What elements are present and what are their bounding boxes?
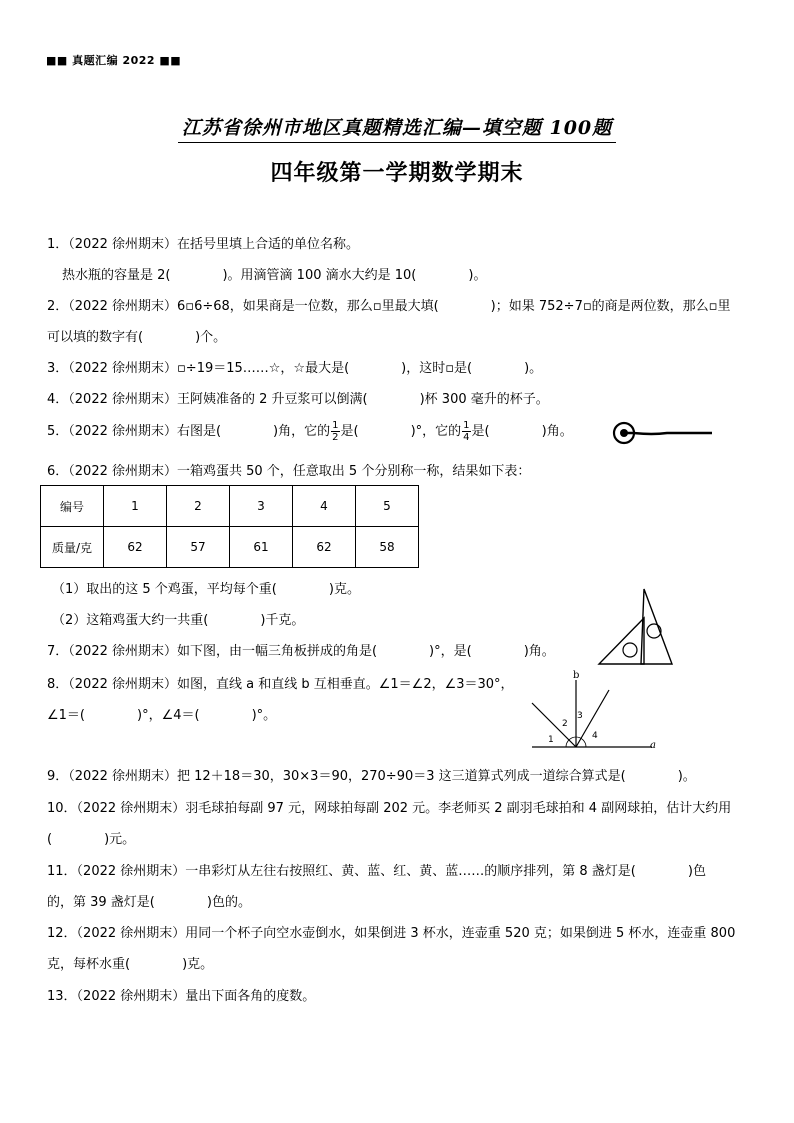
question-5 bbox=[47, 420, 573, 443]
table-cell: 3 bbox=[230, 486, 293, 527]
question-11: 11．（2022 徐州期末）一串彩灯从左往右按照红、黄、蓝、红、黄、蓝……的顺序排列，第 8 盏灯是( )色 bbox=[47, 864, 706, 879]
question-2: 2．（2022 徐州期末）6▫6÷68，如果商是一位数，那么▫里最大填( )；如果 752÷7▫的商是两位数，那么▫里 bbox=[47, 299, 731, 314]
fraction-quarter bbox=[462, 420, 470, 443]
question-12: 12．（2022 徐州期末）用同一个杯子向空水壶倒水，如果倒进 3 杯水，连壶重 520 克；如果倒进 5 杯水，连壶重 800 bbox=[47, 926, 736, 941]
document-subtitle: 四年级第一学期数学期末 bbox=[270, 160, 524, 186]
question-5-part-2: 是( )°，它的 bbox=[340, 424, 462, 439]
label-angle-2: 2 bbox=[562, 719, 568, 729]
question-4: 4．（2022 徐州期末）王阿姨准备的 2 升豆浆可以倒满( )杯 300 毫升的杯子。 bbox=[47, 392, 549, 407]
label-a: a bbox=[650, 740, 656, 750]
question-10-line-2: ( )元。 bbox=[47, 832, 136, 847]
egg-weight-table bbox=[40, 485, 419, 568]
question-9: 9．（2022 徐州期末）把 12＋18＝30，30×3＝90，270÷90＝3 这三道算式列成一道综合算式是( )。 bbox=[47, 769, 696, 784]
question-11-line-2: 的，第 39 盏灯是( )色的。 bbox=[47, 895, 251, 910]
document-title-text: 江苏省徐州市地区真题精选汇编—填空题 100题 bbox=[178, 113, 616, 143]
label-angle-4: 4 bbox=[592, 731, 598, 741]
table-cell: 57 bbox=[167, 527, 230, 568]
question-1: 1．（2022 徐州期末）在括号里填上合适的单位名称。 bbox=[47, 237, 359, 252]
table-cell: 4 bbox=[293, 486, 356, 527]
question-8: 8．（2022 徐州期末）如图，直线 a 和直线 b 互相垂直。∠1＝∠2，∠3＝30°， bbox=[47, 677, 514, 692]
table-cell: 62 bbox=[104, 527, 167, 568]
question-3: 3．（2022 徐州期末）▫÷19＝15……☆，☆最大是( )，这时▫是( )。 bbox=[47, 361, 543, 376]
table-cell: 58 bbox=[356, 527, 419, 568]
label-b: b bbox=[573, 670, 580, 681]
fraction-half bbox=[331, 420, 339, 443]
table-cell: 62 bbox=[293, 527, 356, 568]
straight-angle-figure bbox=[612, 420, 717, 446]
label-angle-3: 3 bbox=[577, 711, 583, 721]
table-row bbox=[41, 527, 419, 568]
page-header: ■■ 真题汇编 2022 ■■ bbox=[46, 54, 182, 67]
question-1-line-2: 热水瓶的容量是 2( )。用滴管滴 100 滴水大约是 10( )。 bbox=[62, 268, 487, 283]
question-2-line-2: 可以填的数字有( )个。 bbox=[47, 330, 227, 345]
question-13: 13．（2022 徐州期末）量出下面各角的度数。 bbox=[47, 989, 316, 1004]
table-header-cell: 编号 bbox=[41, 486, 104, 527]
fraction-numerator: 1 bbox=[463, 420, 470, 431]
document-title bbox=[0, 113, 794, 143]
fraction-denominator: 4 bbox=[463, 432, 470, 443]
table-row bbox=[41, 486, 419, 527]
question-12-line-2: 克，每杯水重( )克。 bbox=[47, 957, 214, 972]
table-header-cell: 质量/克 bbox=[41, 527, 104, 568]
table-cell: 1 bbox=[104, 486, 167, 527]
question-5-part-1: 5．（2022 徐州期末）右图是( )角，它的 bbox=[47, 424, 331, 439]
question-7: 7．（2022 徐州期末）如下图，由一幅三角板拼成的角是( )°，是( )角。 bbox=[47, 644, 555, 659]
set-square-figure bbox=[596, 586, 678, 668]
perpendicular-lines-figure bbox=[528, 670, 660, 750]
question-6-sub-1: （1）取出的这 5 个鸡蛋，平均每个重( )克。 bbox=[52, 582, 360, 597]
fraction-denominator: 2 bbox=[332, 432, 339, 443]
question-10: 10．（2022 徐州期末）羽毛球拍每副 97 元，网球拍每副 202 元。李老师买 2 副羽毛球拍和 4 副网球拍，估计大约用 bbox=[47, 801, 732, 816]
label-angle-1: 1 bbox=[548, 735, 554, 745]
question-5-part-3: 是( )角。 bbox=[471, 424, 573, 439]
fraction-numerator: 1 bbox=[332, 420, 339, 431]
question-8-line-2: ∠1＝( )°，∠4＝( )°。 bbox=[47, 708, 277, 723]
table-cell: 61 bbox=[230, 527, 293, 568]
table-cell: 5 bbox=[356, 486, 419, 527]
question-6: 6．（2022 徐州期末）一箱鸡蛋共 50 个，任意取出 5 个分别称一称，结果如下表： bbox=[47, 464, 531, 479]
question-6-sub-2: （2）这箱鸡蛋大约一共重( )千克。 bbox=[52, 613, 305, 628]
table-cell: 2 bbox=[167, 486, 230, 527]
